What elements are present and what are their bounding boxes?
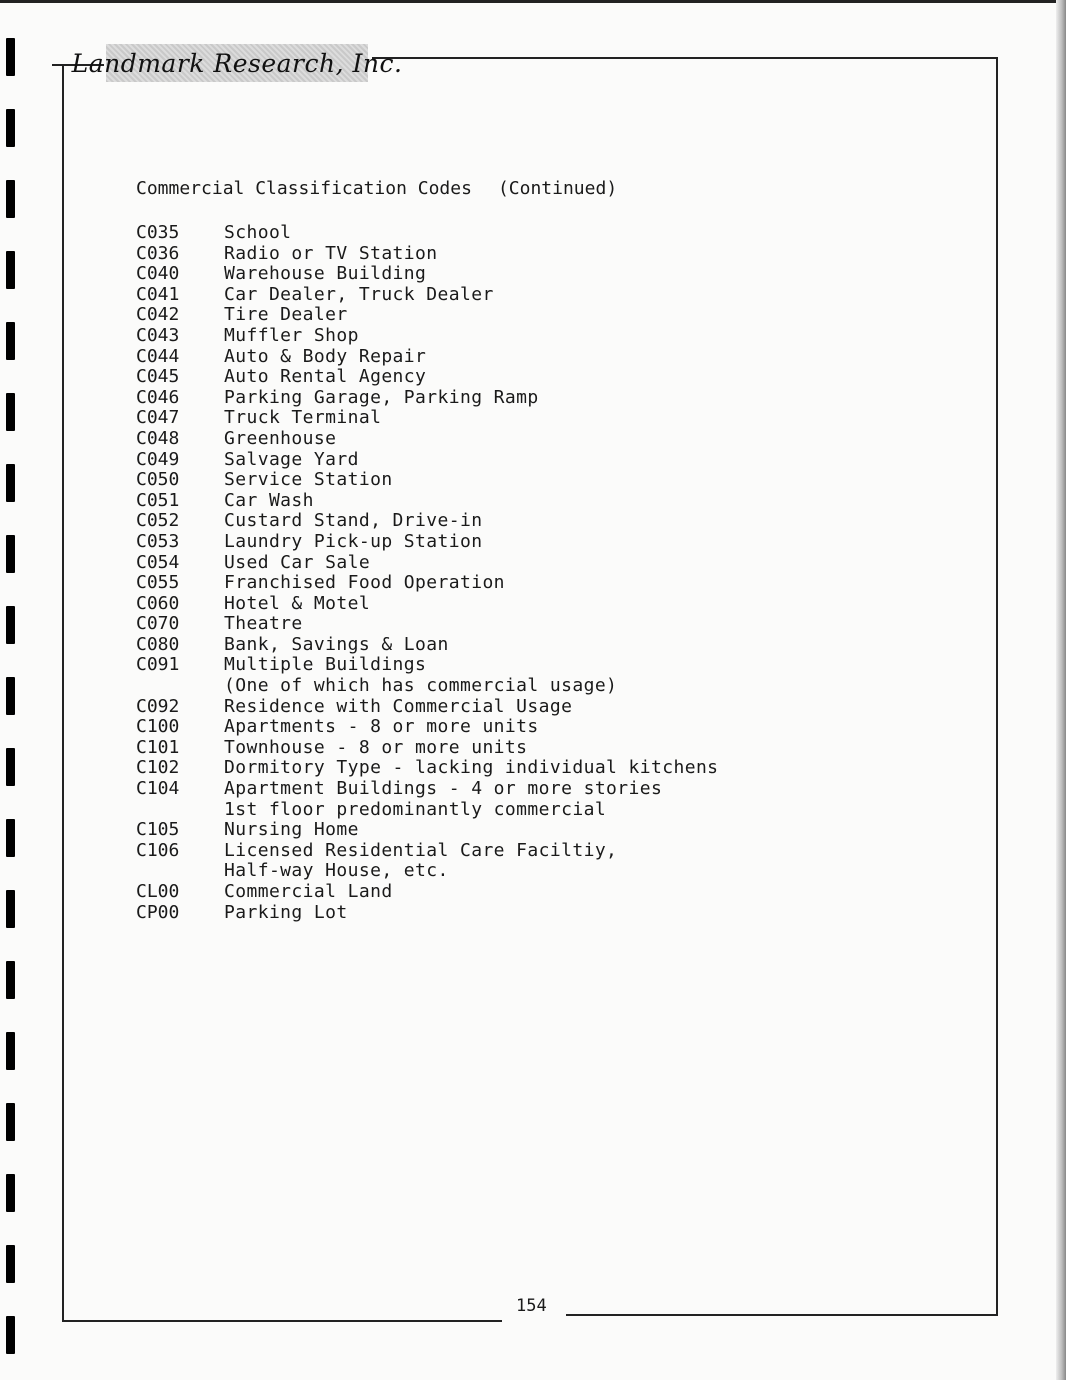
code-description <box>224 573 505 594</box>
description-line: Multiple Buildings <box>224 654 427 676</box>
description-line: Radio or TV Station <box>224 242 438 264</box>
description-line: Tire Dealer <box>224 304 348 326</box>
description-line: Half-way House, etc. <box>224 860 449 882</box>
code-description <box>224 264 426 285</box>
code-entry <box>136 305 718 326</box>
code-description <box>224 738 527 759</box>
description-line: Service Station <box>224 469 393 491</box>
description-line: Car Wash <box>224 489 314 511</box>
frame-border-top-right <box>372 57 997 59</box>
code-entry <box>136 738 718 759</box>
code-value: C104 <box>136 778 180 800</box>
code-description <box>224 388 539 409</box>
code-entry <box>136 285 718 306</box>
code-entry <box>136 470 718 491</box>
code-value: C049 <box>136 448 180 470</box>
code-value: C035 <box>136 222 180 243</box>
description-line: Warehouse Building <box>224 263 427 285</box>
code-value: C091 <box>136 654 180 676</box>
description-line: Car Dealer, Truck Dealer <box>224 283 494 305</box>
description-line: Licensed Residential Care Faciltiy, <box>224 839 618 861</box>
description-line: Dormitory Type - lacking individual kitchens <box>224 757 719 779</box>
code-entry <box>136 655 718 696</box>
code-value: C080 <box>136 633 180 655</box>
code-entry <box>136 367 718 388</box>
code-entry <box>136 882 718 903</box>
code-description <box>224 655 617 696</box>
code-value: C060 <box>136 592 180 614</box>
frame-border-left <box>62 64 64 1321</box>
description-line: (One of which has commercial usage) <box>224 675 618 697</box>
code-description <box>224 244 438 265</box>
code-description <box>224 223 291 244</box>
description-line: Greenhouse <box>224 427 337 449</box>
code-entry <box>136 594 718 615</box>
code-entry <box>136 429 718 450</box>
frame-border-bottom-right <box>566 1314 998 1316</box>
code-description <box>224 553 370 574</box>
heading-continued: (Continued) <box>497 178 618 199</box>
code-value: C106 <box>136 839 180 861</box>
code-entry <box>136 635 718 656</box>
code-description <box>224 614 303 635</box>
code-entry <box>136 903 718 924</box>
code-description <box>224 717 539 738</box>
description-line: Laundry Pick-up Station <box>224 530 483 552</box>
code-description <box>224 408 381 429</box>
description-line: Muffler Shop <box>224 324 359 346</box>
code-entry <box>136 573 718 594</box>
description-line: Franchised Food Operation <box>224 572 505 594</box>
code-entry <box>136 244 718 265</box>
code-value: C052 <box>136 510 180 532</box>
code-entry <box>136 491 718 512</box>
code-entry <box>136 841 718 882</box>
code-description <box>224 450 359 471</box>
code-description <box>224 779 662 820</box>
code-value: C055 <box>136 572 180 594</box>
binder-holes <box>6 0 16 1380</box>
code-value: C102 <box>136 757 180 779</box>
code-entry <box>136 553 718 574</box>
code-entry <box>136 820 718 841</box>
code-value: C092 <box>136 695 180 717</box>
code-description <box>224 285 494 306</box>
description-line: Salvage Yard <box>224 448 359 470</box>
code-description <box>224 635 449 656</box>
code-entry <box>136 347 718 368</box>
code-description <box>224 882 393 903</box>
page-top-edge <box>0 0 1066 3</box>
code-value: C053 <box>136 530 180 552</box>
code-value: CL00 <box>136 881 180 902</box>
code-description <box>224 367 426 388</box>
heading-title: Commercial Classification Codes <box>136 178 472 199</box>
code-value: C042 <box>136 304 180 326</box>
description-line: Commercial Land <box>224 881 393 902</box>
description-line: Townhouse - 8 or more units <box>224 736 528 758</box>
code-entry <box>136 408 718 429</box>
description-line: Apartments - 8 or more units <box>224 716 539 738</box>
description-line: Parking Lot <box>224 901 348 923</box>
code-description <box>224 491 314 512</box>
classification-code-list <box>136 223 718 923</box>
code-value: C054 <box>136 551 180 573</box>
description-line: Hotel & Motel <box>224 592 371 614</box>
code-description <box>224 305 348 326</box>
frame-border-bottom-left <box>62 1320 502 1322</box>
code-entry <box>136 326 718 347</box>
code-entry <box>136 450 718 471</box>
code-entry <box>136 532 718 553</box>
code-value: C047 <box>136 407 180 429</box>
section-heading <box>136 178 617 199</box>
code-entry <box>136 779 718 820</box>
code-description <box>224 326 359 347</box>
description-line: Parking Garage, Parking Ramp <box>224 386 539 408</box>
description-line: Used Car Sale <box>224 551 371 573</box>
frame-border-right <box>996 57 998 1315</box>
code-entry <box>136 264 718 285</box>
code-entry <box>136 614 718 635</box>
description-line: Residence with Commercial Usage <box>224 695 573 717</box>
code-value: C048 <box>136 427 180 449</box>
page-right-edge <box>1056 0 1066 1380</box>
code-value: C046 <box>136 386 180 408</box>
code-entry <box>136 758 718 779</box>
code-entry <box>136 223 718 244</box>
code-value: C045 <box>136 366 180 388</box>
description-line: Apartment Buildings - 4 or more stories <box>224 778 663 800</box>
code-value: C101 <box>136 736 180 758</box>
code-description <box>224 511 482 532</box>
description-line: School <box>224 222 292 243</box>
code-description <box>224 470 393 491</box>
code-description <box>224 594 370 615</box>
code-value: C050 <box>136 469 180 491</box>
code-description <box>224 347 426 368</box>
code-description <box>224 758 718 779</box>
code-entry <box>136 697 718 718</box>
code-value: C043 <box>136 324 180 346</box>
code-value: C070 <box>136 613 180 635</box>
code-description <box>224 532 482 553</box>
code-value: C044 <box>136 345 180 367</box>
code-value: C105 <box>136 819 180 841</box>
code-description <box>224 841 617 882</box>
code-value: C051 <box>136 489 180 511</box>
code-description <box>224 697 572 718</box>
description-line: Theatre <box>224 613 303 635</box>
code-entry <box>136 511 718 532</box>
company-logo: Landmark Research, Inc. <box>106 44 368 82</box>
code-value: C041 <box>136 283 180 305</box>
code-entry <box>136 717 718 738</box>
description-line: 1st floor predominantly commercial <box>224 798 607 820</box>
code-entry <box>136 388 718 409</box>
description-line: Truck Terminal <box>224 407 382 429</box>
code-description <box>224 903 348 924</box>
description-line: Auto & Body Repair <box>224 345 427 367</box>
code-description <box>224 820 359 841</box>
code-value: C036 <box>136 242 180 264</box>
description-line: Bank, Savings & Loan <box>224 633 449 655</box>
description-line: Auto Rental Agency <box>224 366 427 388</box>
description-line: Custard Stand, Drive-in <box>224 510 483 532</box>
page-number: 154 <box>516 1296 547 1316</box>
code-description <box>224 429 336 450</box>
code-value: CP00 <box>136 901 180 923</box>
description-line: Nursing Home <box>224 819 359 841</box>
code-value: C100 <box>136 716 180 738</box>
code-value: C040 <box>136 263 180 285</box>
